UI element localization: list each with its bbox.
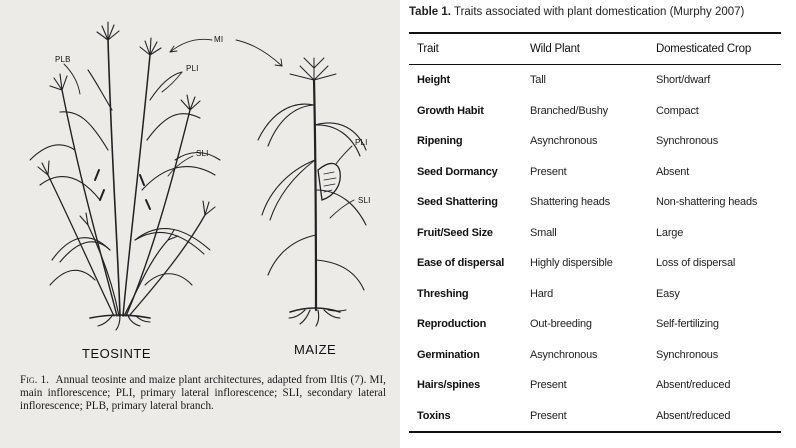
domesticated-crop-cell: Absent: [656, 165, 690, 178]
table-row: [409, 309, 781, 340]
maize-label: MAIZE: [294, 342, 337, 357]
wild-plant-cell: Tall: [530, 74, 546, 87]
table-row: [409, 65, 781, 96]
table-body: [409, 65, 781, 433]
trait-cell: Seed Shattering: [417, 196, 498, 209]
domesticated-crop-cell: Easy: [656, 287, 680, 300]
wild-plant-cell: Asynchronous: [530, 135, 598, 148]
wild-plant-cell: Shattering heads: [530, 196, 610, 209]
wild-plant-cell: Branched/Bushy: [530, 104, 608, 117]
trait-cell: Reproduction: [417, 318, 487, 331]
header-domesticated-crop: Domesticated Crop: [656, 43, 752, 55]
trait-cell: Ripening: [417, 135, 463, 148]
table-title: [409, 6, 744, 18]
trait-cell: Toxins: [417, 409, 451, 422]
label-sli-teosinte: SLI: [196, 149, 209, 158]
domesticated-crop-cell: Short/dwarf: [656, 74, 711, 87]
table-row: [409, 401, 781, 433]
trait-cell: Hairs/spines: [417, 379, 481, 392]
table-row: [409, 248, 781, 279]
trait-cell: Threshing: [417, 287, 469, 300]
trait-cell: Height: [417, 74, 451, 87]
domesticated-crop-cell: Large: [656, 226, 684, 239]
table-row: [409, 340, 781, 371]
table-row: [409, 279, 781, 310]
domesticated-crop-cell: Synchronous: [656, 348, 719, 361]
table-title-text: Traits associated with plant domestication (Murphy 2007): [453, 6, 745, 18]
wild-plant-cell: Small: [530, 226, 557, 239]
trait-cell: Growth Habit: [417, 104, 484, 117]
table-row: [409, 370, 781, 401]
figure-caption: [20, 374, 386, 413]
trait-cell: Ease of dispersal: [417, 257, 505, 270]
trait-cell: Germination: [417, 348, 480, 361]
table-row: [409, 96, 781, 127]
figure-caption-text: Annual teosinte and maize plant architectures, adapted from Iltis (7). MI, main inflorescence; PLI, primary lateral inflorescence; SLI, secondary lateral inflorescence; PLB, primary lateral branch.: [20, 374, 386, 412]
wild-plant-cell: Present: [530, 165, 567, 178]
domesticated-crop-cell: Non-shattering heads: [656, 196, 758, 209]
trait-cell: Seed Dormancy: [417, 165, 498, 178]
label-mi: MI: [214, 35, 224, 44]
table-row: [409, 218, 781, 249]
domesticated-crop-cell: Loss of dispersal: [656, 257, 736, 270]
domesticated-crop-cell: Synchronous: [656, 135, 719, 148]
label-sli-maize: SLI: [358, 196, 371, 205]
table-row: [409, 126, 781, 157]
label-pli-maize: PLI: [355, 138, 368, 147]
label-plb: PLB: [55, 55, 71, 64]
wild-plant-cell: Highly dispersible: [530, 257, 613, 270]
teosinte-label: TEOSINTE: [82, 346, 152, 361]
header-trait: Trait: [417, 43, 439, 55]
domesticated-crop-cell: Self-fertilizing: [656, 318, 719, 331]
table-number: Table 1.: [409, 6, 451, 18]
domesticated-crop-cell: Absent/reduced: [656, 379, 731, 392]
wild-plant-cell: Hard: [530, 287, 554, 300]
wild-plant-cell: Asynchronous: [530, 348, 598, 361]
label-pli-teosinte: PLI: [186, 64, 199, 73]
table-row: [409, 187, 781, 218]
header-wild-plant: Wild Plant: [530, 43, 580, 55]
table-header-row: [409, 33, 781, 65]
figure-number: Fig. 1.: [20, 374, 49, 386]
wild-plant-cell: Present: [530, 409, 567, 422]
domesticated-crop-cell: Compact: [656, 104, 699, 117]
maize-plant-drawing: [258, 58, 366, 326]
domesticated-crop-cell: Absent/reduced: [656, 409, 731, 422]
traits-table: [409, 32, 781, 433]
table-row: [409, 157, 781, 188]
trait-cell: Fruit/Seed Size: [417, 226, 493, 239]
wild-plant-cell: Out-breeding: [530, 318, 592, 331]
wild-plant-cell: Present: [530, 379, 567, 392]
